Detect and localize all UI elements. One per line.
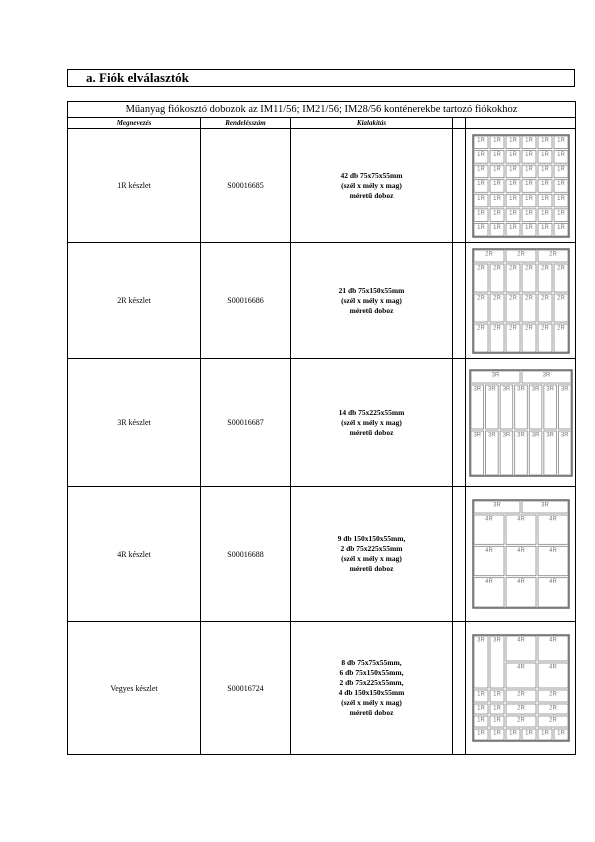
divider-box-label: 1R: [540, 224, 549, 231]
divider-box-label: 3R: [472, 386, 481, 392]
divider-box-label: 2R: [548, 705, 557, 712]
divider-box-label: 1R: [524, 224, 533, 231]
divider-box-label: 1R: [540, 180, 549, 187]
divider-box-label: 2R: [508, 325, 517, 331]
divider-box-label: 2R: [492, 325, 501, 331]
divider-box-label: 2R: [548, 691, 557, 698]
row-description: [291, 622, 453, 755]
row-description: [291, 129, 453, 243]
divider-box-label: 2R: [540, 295, 549, 301]
divider-box-label: 1R: [524, 180, 533, 187]
divider-box-label: 1R: [556, 151, 565, 158]
divider-box-label: 1R: [476, 209, 485, 216]
divider-box-label: 2R: [492, 265, 501, 271]
divider-box-label: 1R: [492, 691, 501, 698]
row-description: [291, 243, 453, 359]
divider-box-label: 1R: [476, 151, 485, 158]
divider-box-label: 1R: [540, 166, 549, 173]
divider-box-label: 2R: [476, 325, 485, 331]
divider-box: [474, 636, 488, 688]
divider-box-label: 1R: [540, 195, 549, 202]
divider-box-label: 2R: [516, 251, 525, 257]
divider-box-label: 4R: [516, 547, 525, 554]
row-code: S00016685: [201, 129, 291, 243]
divider-box-label: 2R: [548, 717, 557, 724]
divider-box-label: 3R: [487, 432, 496, 438]
table-row: [68, 243, 576, 359]
row-description: [291, 359, 453, 487]
divider-box-label: 2R: [508, 265, 517, 271]
divider-box-label: 1R: [476, 705, 485, 712]
divider-box-label: 1R: [476, 166, 485, 173]
divider-box-label: 1R: [524, 151, 533, 158]
divider-box-label: 3R: [502, 432, 510, 438]
divider-box-label: 1R: [524, 730, 533, 737]
table-caption: Műanyag fiókosztó dobozok az IM11/56; IM21/56; IM28/56 konténerekbe tartozó fiókokhoz: [68, 102, 576, 118]
divider-box-label: 1R: [492, 717, 501, 724]
desc-line: (szél x mély x mag): [341, 698, 402, 707]
divider-box-label: 3R: [472, 432, 481, 438]
divider-box-label: 4R: [516, 637, 525, 644]
desc-line: 42 db 75x75x55mm: [340, 170, 403, 180]
spacer-cell: [453, 622, 466, 755]
desc-line: méretű doboz: [349, 564, 394, 573]
divider-box-label: 1R: [508, 195, 517, 202]
divider-box-label: 3R: [487, 386, 496, 392]
divider-box-label: 1R: [492, 705, 501, 712]
divider-box-label: 1R: [476, 224, 485, 231]
divider-box-label: 1R: [556, 180, 565, 187]
row-code: S00016687: [201, 359, 291, 487]
divider-box-label: 1R: [556, 224, 565, 231]
divider-box-label: 3R: [492, 637, 501, 644]
divider-box-label: 1R: [556, 209, 565, 216]
header-code: Rendelésszám: [201, 118, 291, 129]
row-code: S00016688: [201, 487, 291, 622]
row-code: S00016686: [201, 243, 291, 359]
divider-box-label: 3R: [502, 386, 510, 392]
divider-box-label: 1R: [508, 137, 517, 143]
row-picture: [466, 487, 576, 622]
divider-box-label: 2R: [556, 325, 565, 331]
divider-box-label: 2R: [516, 705, 525, 712]
divider-box-label: 4R: [484, 516, 493, 523]
divider-box-label: 3R: [545, 386, 554, 392]
divider-box-label: 1R: [556, 195, 565, 202]
row-name: 3R készlet: [68, 359, 201, 487]
desc-line: (szél x mély x mag): [341, 417, 402, 427]
divider-box: [490, 636, 504, 688]
divider-box-label: 3R: [531, 386, 539, 392]
desc-line: (szél x mély x mag): [341, 554, 402, 563]
desc-line: (szél x mély x mag): [341, 295, 402, 305]
divider-box-label: 3R: [545, 432, 554, 438]
row-name: 2R készlet: [68, 243, 201, 359]
divider-box-label: 1R: [476, 195, 485, 202]
divider-box-label: 4R: [548, 637, 557, 644]
layout-diagram-2r: [471, 247, 571, 355]
row-name: Vegyes készlet: [68, 622, 201, 755]
header-picture: Kialakítás: [291, 118, 453, 129]
section-title: a. Fiók elválasztók: [67, 69, 575, 87]
divider-box-label: 1R: [492, 166, 501, 173]
divider-box-label: 1R: [524, 166, 533, 173]
divider-box-label: 3R: [560, 432, 569, 438]
divider-box-label: 2R: [556, 295, 565, 301]
table-row: [68, 487, 576, 622]
divider-box-label: 4R: [548, 579, 557, 586]
desc-line: 2 db 75x225x55mm,: [339, 678, 404, 687]
divider-box-label: 2R: [540, 265, 549, 271]
divider-box-label: 1R: [508, 224, 517, 231]
divider-box-label: 4R: [548, 547, 557, 554]
divider-box-label: 1R: [492, 180, 501, 187]
divider-box-label: 1R: [492, 195, 501, 202]
spacer-cell: [453, 487, 466, 622]
divider-box-label: 1R: [508, 166, 517, 173]
desc-line: méretű doboz: [349, 427, 394, 437]
desc-line: méretű doboz: [349, 305, 394, 315]
divider-box-label: 1R: [508, 151, 517, 158]
divider-box-label: 1R: [524, 209, 533, 216]
divider-box-label: 1R: [540, 137, 549, 143]
row-picture: [466, 622, 576, 755]
divider-box-label: 1R: [524, 137, 533, 143]
header-image: [466, 118, 576, 129]
header-name: Megnevezés: [68, 118, 201, 129]
divider-box-label: 4R: [548, 516, 557, 523]
divider-box-label: 1R: [556, 137, 565, 143]
row-code: S00016724: [201, 622, 291, 755]
layout-diagram-1r: [471, 133, 571, 239]
divider-box-label: 3R: [476, 637, 485, 644]
divider-box-label: 1R: [492, 151, 501, 158]
divider-box-label: 3R: [491, 372, 499, 378]
divider-box-label: 4R: [484, 547, 493, 554]
divider-box-label: 3R: [516, 386, 525, 392]
divider-box-label: 3R: [531, 432, 539, 438]
row-picture: [466, 129, 576, 243]
divider-box-label: 1R: [508, 730, 517, 737]
row-picture: [466, 243, 576, 359]
divider-box-label: 2R: [508, 295, 517, 301]
divider-box-label: 1R: [508, 209, 517, 216]
desc-line: 9 db 150x150x55mm,: [337, 534, 406, 543]
divider-box-label: 1R: [540, 151, 549, 158]
desc-line: 14 db 75x225x55mm: [338, 407, 405, 417]
desc-line: 2 db 75x225x55mm: [340, 544, 403, 553]
divider-box-label: 1R: [492, 137, 501, 143]
divider-box-label: 2R: [516, 717, 525, 724]
divider-box-label: 2R: [524, 265, 533, 271]
desc-line: méretű doboz: [349, 190, 394, 200]
divider-box-label: 1R: [540, 730, 549, 737]
row-name: 4R készlet: [68, 487, 201, 622]
divider-box-label: 2R: [540, 325, 549, 331]
divider-box-label: 2R: [548, 251, 557, 257]
divider-box-label: 3R: [492, 502, 501, 509]
divider-box-label: 1R: [556, 730, 565, 737]
divider-box-label: 1R: [492, 209, 501, 216]
divider-box-label: 2R: [484, 251, 493, 257]
desc-line: 8 db 75x75x55mm,: [341, 658, 402, 667]
divider-box-label: 4R: [516, 664, 525, 671]
divider-box-label: 1R: [476, 137, 485, 143]
divider-box-label: 1R: [476, 730, 485, 737]
row-name: 1R készlet: [68, 129, 201, 243]
row-description: [291, 487, 453, 622]
divider-box-label: 3R: [516, 432, 525, 438]
layout-diagram-4r: [471, 498, 571, 610]
desc-line: 6 db 75x150x55mm,: [339, 668, 404, 677]
divider-box-label: 3R: [540, 502, 549, 509]
table-row: [68, 129, 576, 243]
divider-box-label: 2R: [516, 691, 525, 698]
divider-box-label: 3R: [542, 372, 550, 378]
layout-diagram-3r: [468, 368, 574, 478]
divider-box-label: 3R: [560, 386, 569, 392]
divider-box-label: 1R: [556, 166, 565, 173]
spacer-cell: [453, 129, 466, 243]
layout-diagram-mixed: [471, 633, 571, 743]
divider-box-label: 1R: [476, 180, 485, 187]
divider-box-label: 4R: [548, 664, 557, 671]
row-picture: [466, 359, 576, 487]
divider-box-label: 1R: [492, 224, 501, 231]
spacer-cell: [453, 243, 466, 359]
divider-box-label: 4R: [516, 516, 525, 523]
desc-line: 21 db 75x150x55mm: [338, 285, 405, 295]
table-row: [68, 622, 576, 755]
header-spacer: [453, 118, 466, 129]
divider-box-label: 2R: [556, 265, 565, 271]
divider-box-label: 1R: [492, 730, 501, 737]
divider-box-label: 4R: [484, 579, 493, 586]
desc-line: (szél x mély x mag): [341, 180, 402, 190]
desc-line: 4 db 150x150x55mm: [338, 688, 405, 697]
divider-box-label: 2R: [492, 295, 501, 301]
desc-line: méretű doboz: [349, 708, 394, 717]
divider-box-label: 4R: [516, 579, 525, 586]
divider-box-label: 2R: [524, 295, 533, 301]
divider-box-label: 2R: [476, 295, 485, 301]
divider-box-label: 1R: [476, 691, 485, 698]
divider-box-label: 2R: [524, 325, 533, 331]
divider-box-label: 1R: [508, 180, 517, 187]
spacer-cell: [453, 359, 466, 487]
divider-box-label: 1R: [524, 195, 533, 202]
divider-box-label: 1R: [476, 717, 485, 724]
table-row: [68, 359, 576, 487]
drawer-divider-table: [67, 101, 576, 755]
divider-box-label: 1R: [540, 209, 549, 216]
divider-box-label: 2R: [476, 265, 485, 271]
